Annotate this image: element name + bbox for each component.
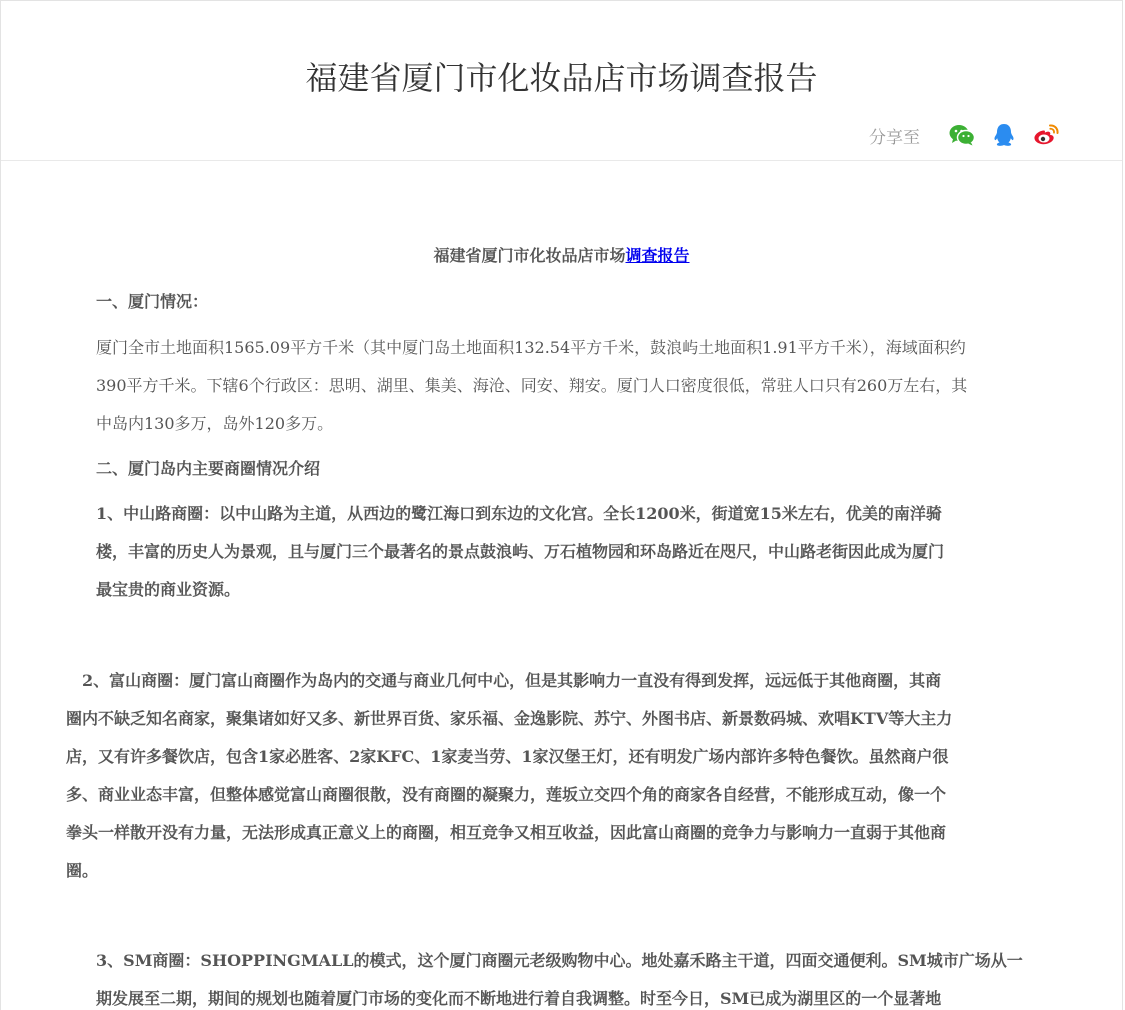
paragraph-xiamen-overview: 厦门全市土地面积1565.09平方千米（其中厦门岛土地面积132.54平方千米，鼓浪屿土地面积1.91平方千米），海域面积约 390平方千米。下辖6个行政区：思明、湖里、集美、海沧、同安、翔安。厦门人口密度很低，常驻人口只有260万左右，其 中岛内130多万，岛外120多万。 — [96, 338, 968, 433]
article-body — [1, 161, 1122, 269]
section-heading-business-districts: 二、厦门岛内主要商圈情况介绍 — [96, 459, 321, 478]
section-heading-xiamen: 一、厦门情况： — [96, 292, 209, 311]
share-label: 分享至 — [869, 127, 920, 148]
report-link[interactable]: 调查报告 — [625, 246, 690, 265]
qq-icon — [993, 123, 1015, 147]
share-qq-button[interactable] — [990, 121, 1018, 149]
paragraph-zhongshan-road: 1、中山路商圈：以中山路为主道，从西边的鹭江海口到东边的文化宫。全长1200米，街道宽15米左右，优美的南洋骑 楼，丰富的历史人为景观，且与厦门三个最著名的景点鼓浪屿、万石植物园和环岛路近在咫尺，中山路老街因此成为厦门 最宝贵的商业资源。 — [96, 504, 945, 599]
share-bar — [869, 119, 1060, 151]
share-weibo-button[interactable] — [1032, 121, 1060, 149]
paragraph-fushan: 2、富山商圈：厦门富山商圈作为岛内的交通与商业几何中心，但是其影响力一直没有得到发挥，远远低于其他商圈，其商 圈内不缺乏知名商家，聚集诸如好又多、新世界百货、家乐福、金逸影院、苏宁、外图书店、新景数码城、欢唱KTV等大主力 店，又有许多餐饮店，包含1家必胜客、2家KFC、1家麦当劳、1家汉堡王灯，还有明发广场内部许多特色餐饮。虽然商户很 多、商业业态丰富，但整体感觉富山商圈很散，没有商圈的凝聚力，莲坂立交四个角的商家各自经营，不能形成互动，像一个 拳头一样散开没有力量，无法形成真正意义上的商圈，相互竞争又相互收益，因此富山商圈的竞争力与影响力一直弱于其他商 圈。 — [66, 671, 953, 880]
share-wechat-button[interactable] — [948, 121, 976, 149]
article-header — [1, 1, 1122, 161]
wechat-icon — [949, 124, 975, 146]
page-title: 福建省厦门市化妆品店市场调查报告 — [305, 59, 818, 97]
weibo-icon — [1033, 124, 1059, 146]
paragraph-sm: 3、SM商圈：SHOPPINGMALL的模式，这个厦门商圈元老级购物中心。地处嘉禾路主干道，四面交通便利。SM城市广场从一 期发展至二期，期间的规划也随着厦门市场的变化而不断地进行着自我调整。时至今日，SM已成为湖里区的一个显著地 — [96, 951, 1023, 1008]
article-heading — [1, 243, 1122, 269]
article-heading-text: 福建省厦门市化妆品店市场 — [433, 246, 626, 265]
